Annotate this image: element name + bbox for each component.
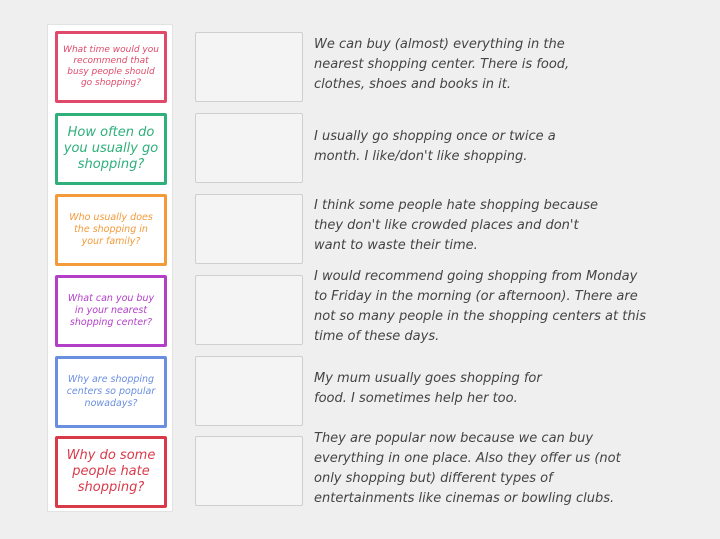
question-card-5-text: Why are shopping centers so popular nowadays? (66, 374, 156, 409)
drop-slot-1[interactable] (195, 32, 303, 102)
question-card-2-text: How often do you usually go shopping? (63, 124, 159, 173)
question-card-3[interactable] (55, 194, 167, 266)
answer-text-6: They are popular now because we can buy everything in one place. Also they offer us (not only shopping but) different types of entertainments like cinemas or bowling clubs. (314, 431, 621, 506)
drop-slot-3[interactable] (195, 194, 303, 264)
answer-text-1: We can buy (almost) everything in the nearest shopping center. There is food, clothes, shoes and books in it. (314, 37, 570, 92)
question-card-5[interactable] (55, 356, 167, 428)
question-card-6[interactable] (55, 436, 167, 508)
question-card-2[interactable] (55, 113, 167, 185)
question-card-1-text: What time would you recommend that busy people should go shopping? (63, 44, 159, 89)
answer-text-3: I think some people hate shopping because they don't like crowded places and don't want to waste their time. (314, 198, 599, 253)
question-card-4[interactable] (55, 275, 167, 347)
question-card-3-text: Who usually does the shopping in your family? (69, 212, 153, 247)
question-card-4-text: What can you buy in your nearest shopping center? (67, 293, 155, 328)
answer-text-5: My mum usually goes shopping for food. I sometimes help her too. (314, 371, 542, 406)
answer-text-4: I would recommend going shopping from Monday to Friday in the morning (or afternoon). There are not so many people in the shopping centers at this time of these days. (314, 269, 646, 344)
question-card-1[interactable] (55, 31, 167, 103)
answer-text-2: I usually go shopping once or twice a month. I like/don't like shopping. (314, 129, 556, 164)
question-card-6-text: Why do some people hate shopping? (66, 447, 156, 496)
drop-slot-2[interactable] (195, 113, 303, 183)
drop-slot-6[interactable] (195, 436, 303, 506)
drop-slot-5[interactable] (195, 356, 303, 426)
drop-slot-4[interactable] (195, 275, 303, 345)
